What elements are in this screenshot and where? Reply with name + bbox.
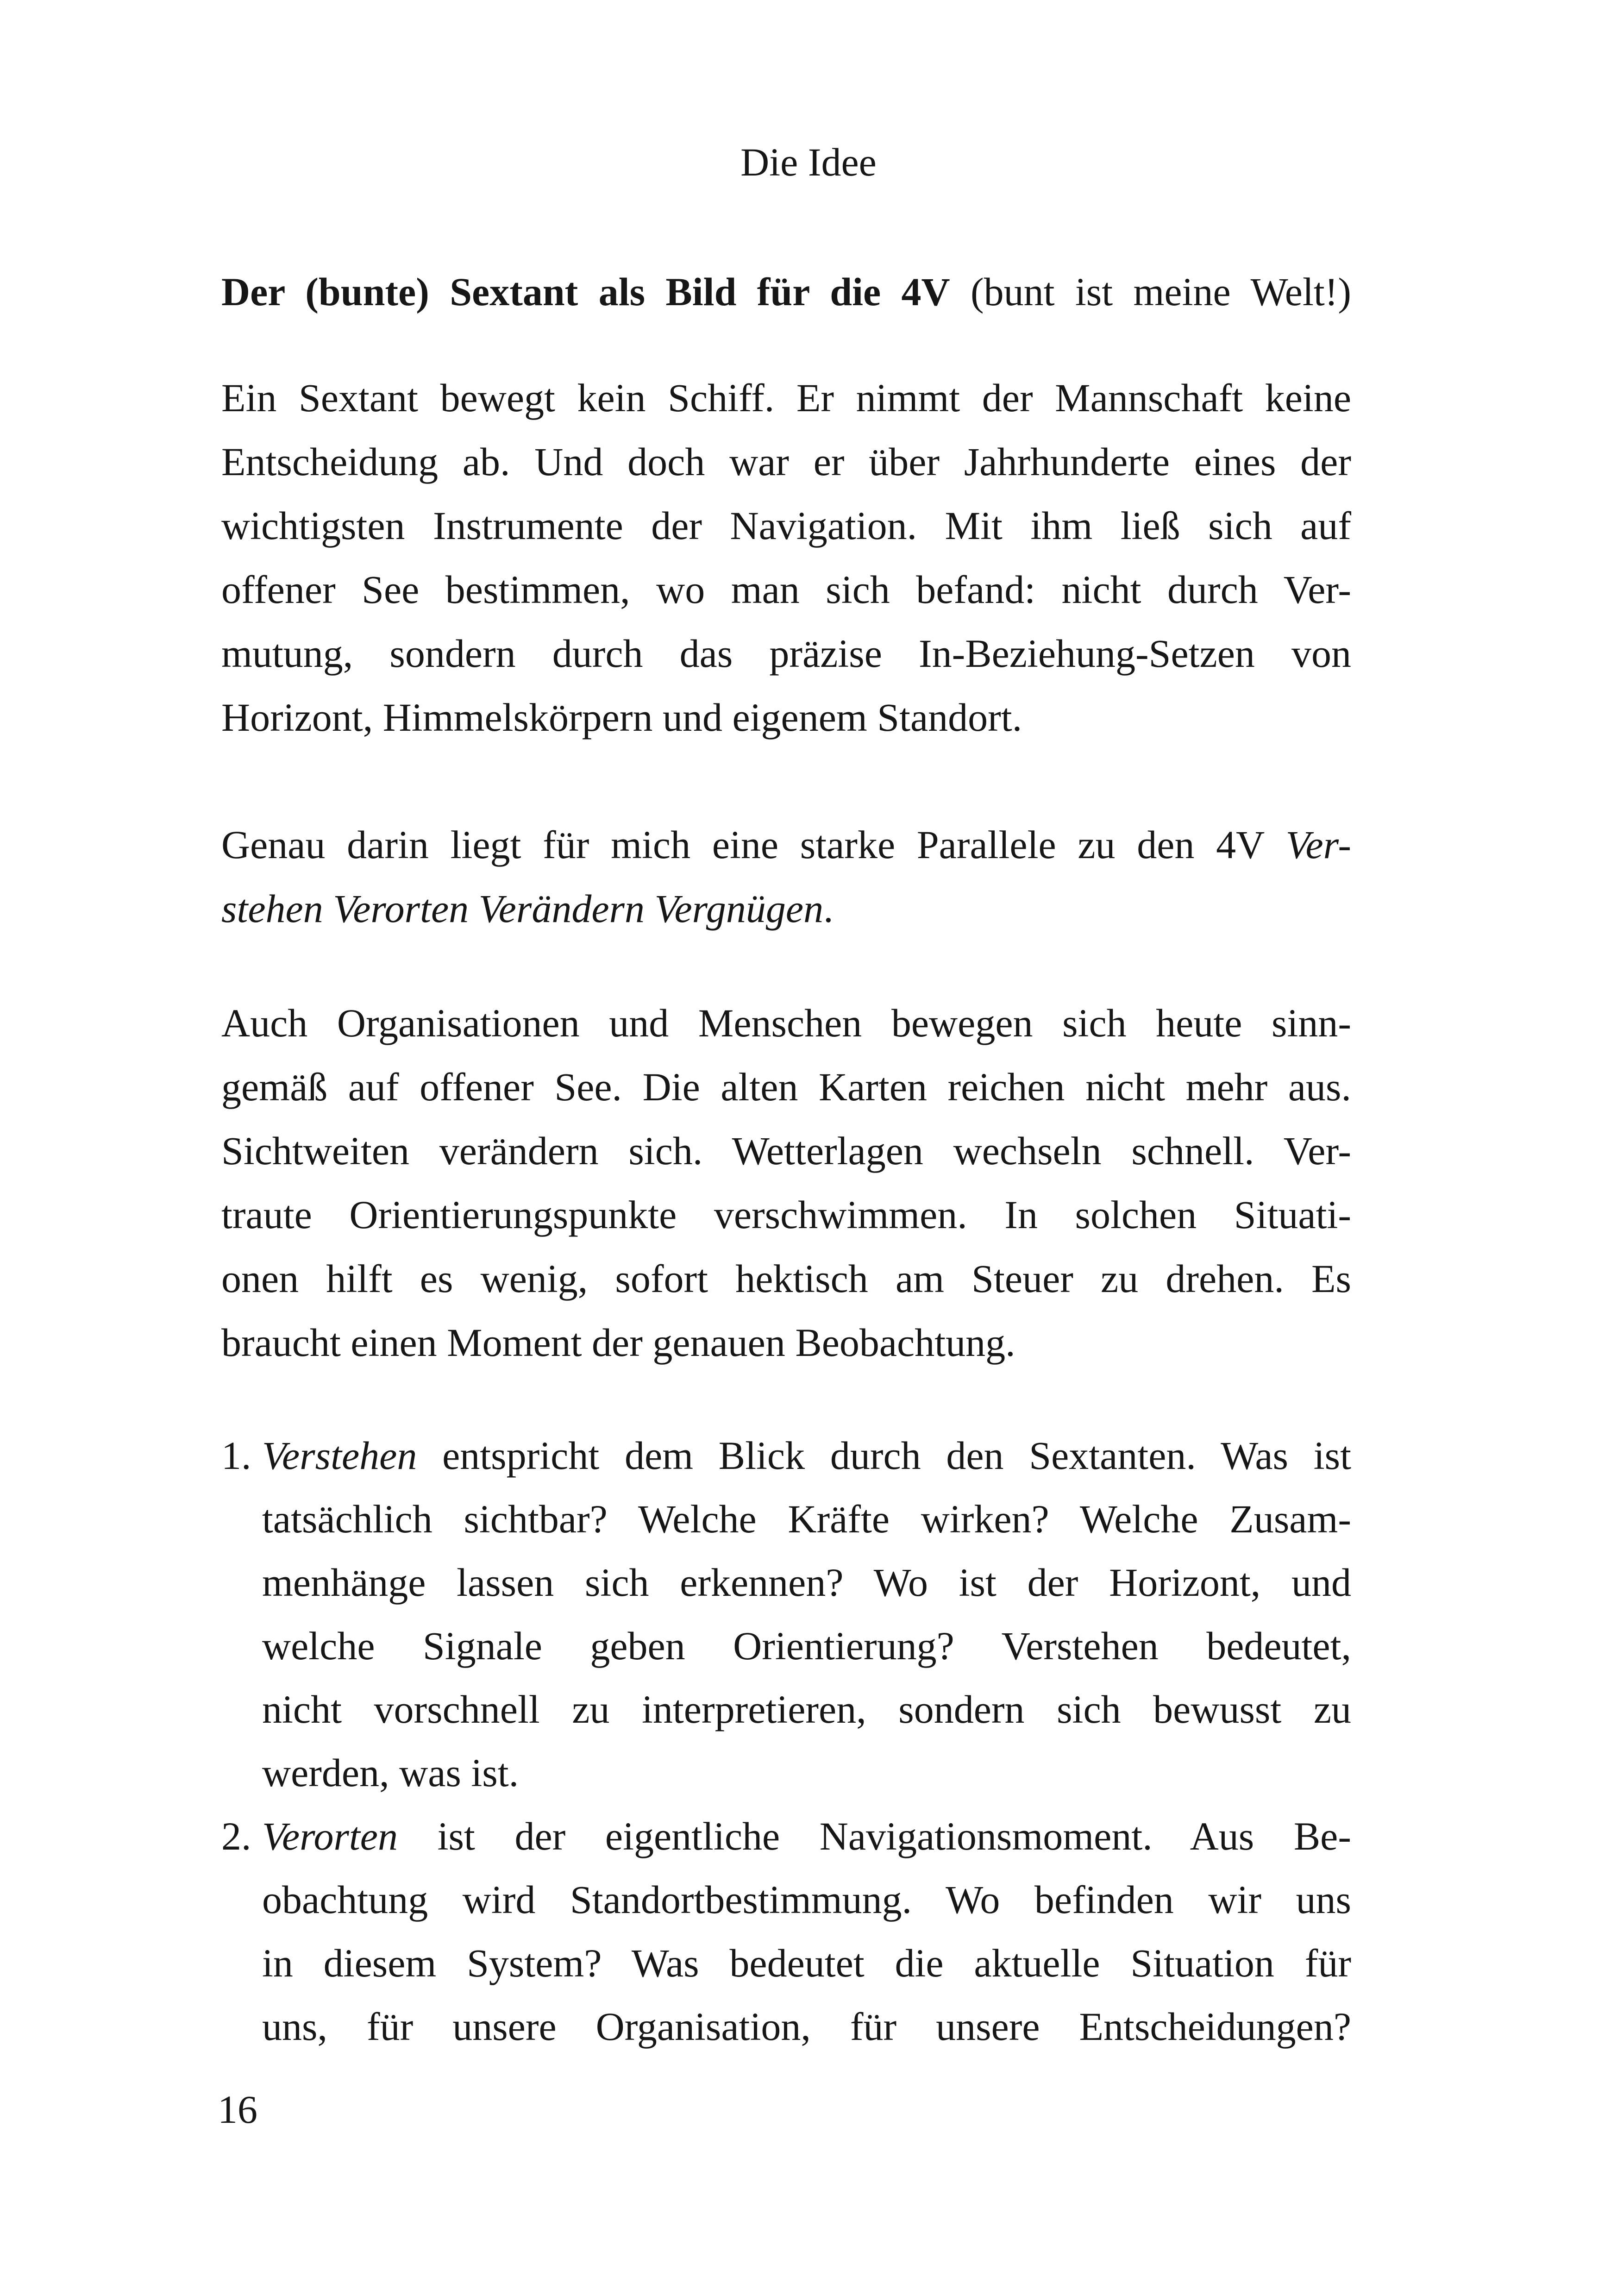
list-line: menhänge lassen sich erkennen? Wo ist der Horizont, und (262, 1560, 1351, 1605)
italic-term: Verstehen (262, 1433, 417, 1478)
paragraph-text: Genau darin liegt für mich eine starke Parallele zu den 4V (221, 822, 1264, 867)
page-number: 16 (218, 2087, 257, 2132)
paragraph-line: Ein Sextant bewegt kein Schiff. Er nimmt der Mannschaft keine (221, 376, 1351, 420)
list-number: 1. (221, 1433, 251, 1478)
paragraph-line: traute Orientierungspunkte verschwimmen. In solchen Situati- (221, 1192, 1351, 1237)
paragraph-1 (221, 366, 1351, 749)
list-line: in diesem System? Was bedeutet die aktuelle Situation für (262, 1941, 1351, 1985)
paragraph-text: . (823, 886, 834, 931)
paragraph-line (221, 877, 1351, 941)
paragraph-line: mutung, sondern durch das präzise In-Beziehung-Setzen von (221, 631, 1351, 676)
section-subheading (221, 264, 1351, 320)
list-line: nicht vorschnell zu interpretieren, sondern sich bewusst zu (262, 1687, 1351, 1731)
list-line: uns, für unsere Organisation, für unsere Entscheidungen? (262, 2004, 1351, 2049)
list-item-text (262, 1805, 1351, 2058)
paragraph-line: Entscheidung ab. Und doch war er über Jahrhunderte eines der (221, 439, 1351, 484)
list-line: welche Signale geben Orientierung? Verstehen bedeutet, (262, 1624, 1351, 1668)
list-line: obachtung wird Standortbestimmung. Wo befinden wir uns (262, 1877, 1351, 1922)
subheading-aside: (bunt ist meine Welt!) (971, 270, 1352, 314)
list-number: 2. (221, 1814, 251, 1858)
list-line (262, 1805, 1351, 1868)
running-head: Die Idee (740, 140, 877, 184)
paragraph-line: Auch Organisationen und Menschen bewegen sich heute sinn- (221, 1001, 1351, 1045)
paragraph-line (221, 813, 1351, 877)
paragraph-line: Horizont, Himmelskörpern und eigenem Standort. (221, 695, 1022, 740)
paragraph-3 (221, 991, 1351, 1374)
paragraph-line: braucht einen Moment der genauen Beobachtung. (221, 1320, 1015, 1365)
list-line: tatsächlich sichtbar? Welche Kräfte wirken? Welche Zusam- (262, 1497, 1351, 1541)
subheading-bold: Der (bunte) Sextant als Bild für die 4V (221, 270, 950, 314)
list-item-text (262, 1424, 1351, 1805)
italic-term: Ver- (1285, 822, 1351, 867)
paragraph-line: offener See bestimmen, wo man sich befand: nicht durch Ver- (221, 567, 1351, 612)
list-text: ist der eigentliche Navigationsmoment. Aus Be- (437, 1814, 1351, 1858)
paragraph-line: onen hilft es wenig, sofort hektisch am Steuer zu drehen. Es (221, 1256, 1351, 1301)
list-line: werden, was ist. (262, 1750, 519, 1795)
list-line (262, 1424, 1351, 1487)
paragraph-line: gemäß auf offener See. Die alten Karten reichen nicht mehr aus. (221, 1065, 1351, 1109)
paragraph-line: wichtigsten Instrumente der Navigation. Mit ihm ließ sich auf (221, 503, 1351, 548)
italic-term: Verorten (262, 1814, 398, 1858)
paragraph-line: Sichtweiten verändern sich. Wetterlagen wechseln schnell. Ver- (221, 1129, 1351, 1173)
italic-term: stehen Verorten Verändern Vergnügen (221, 886, 824, 931)
paragraph-2 (221, 813, 1351, 941)
list-text: entspricht dem Blick durch den Sextanten. Was ist (442, 1433, 1352, 1478)
